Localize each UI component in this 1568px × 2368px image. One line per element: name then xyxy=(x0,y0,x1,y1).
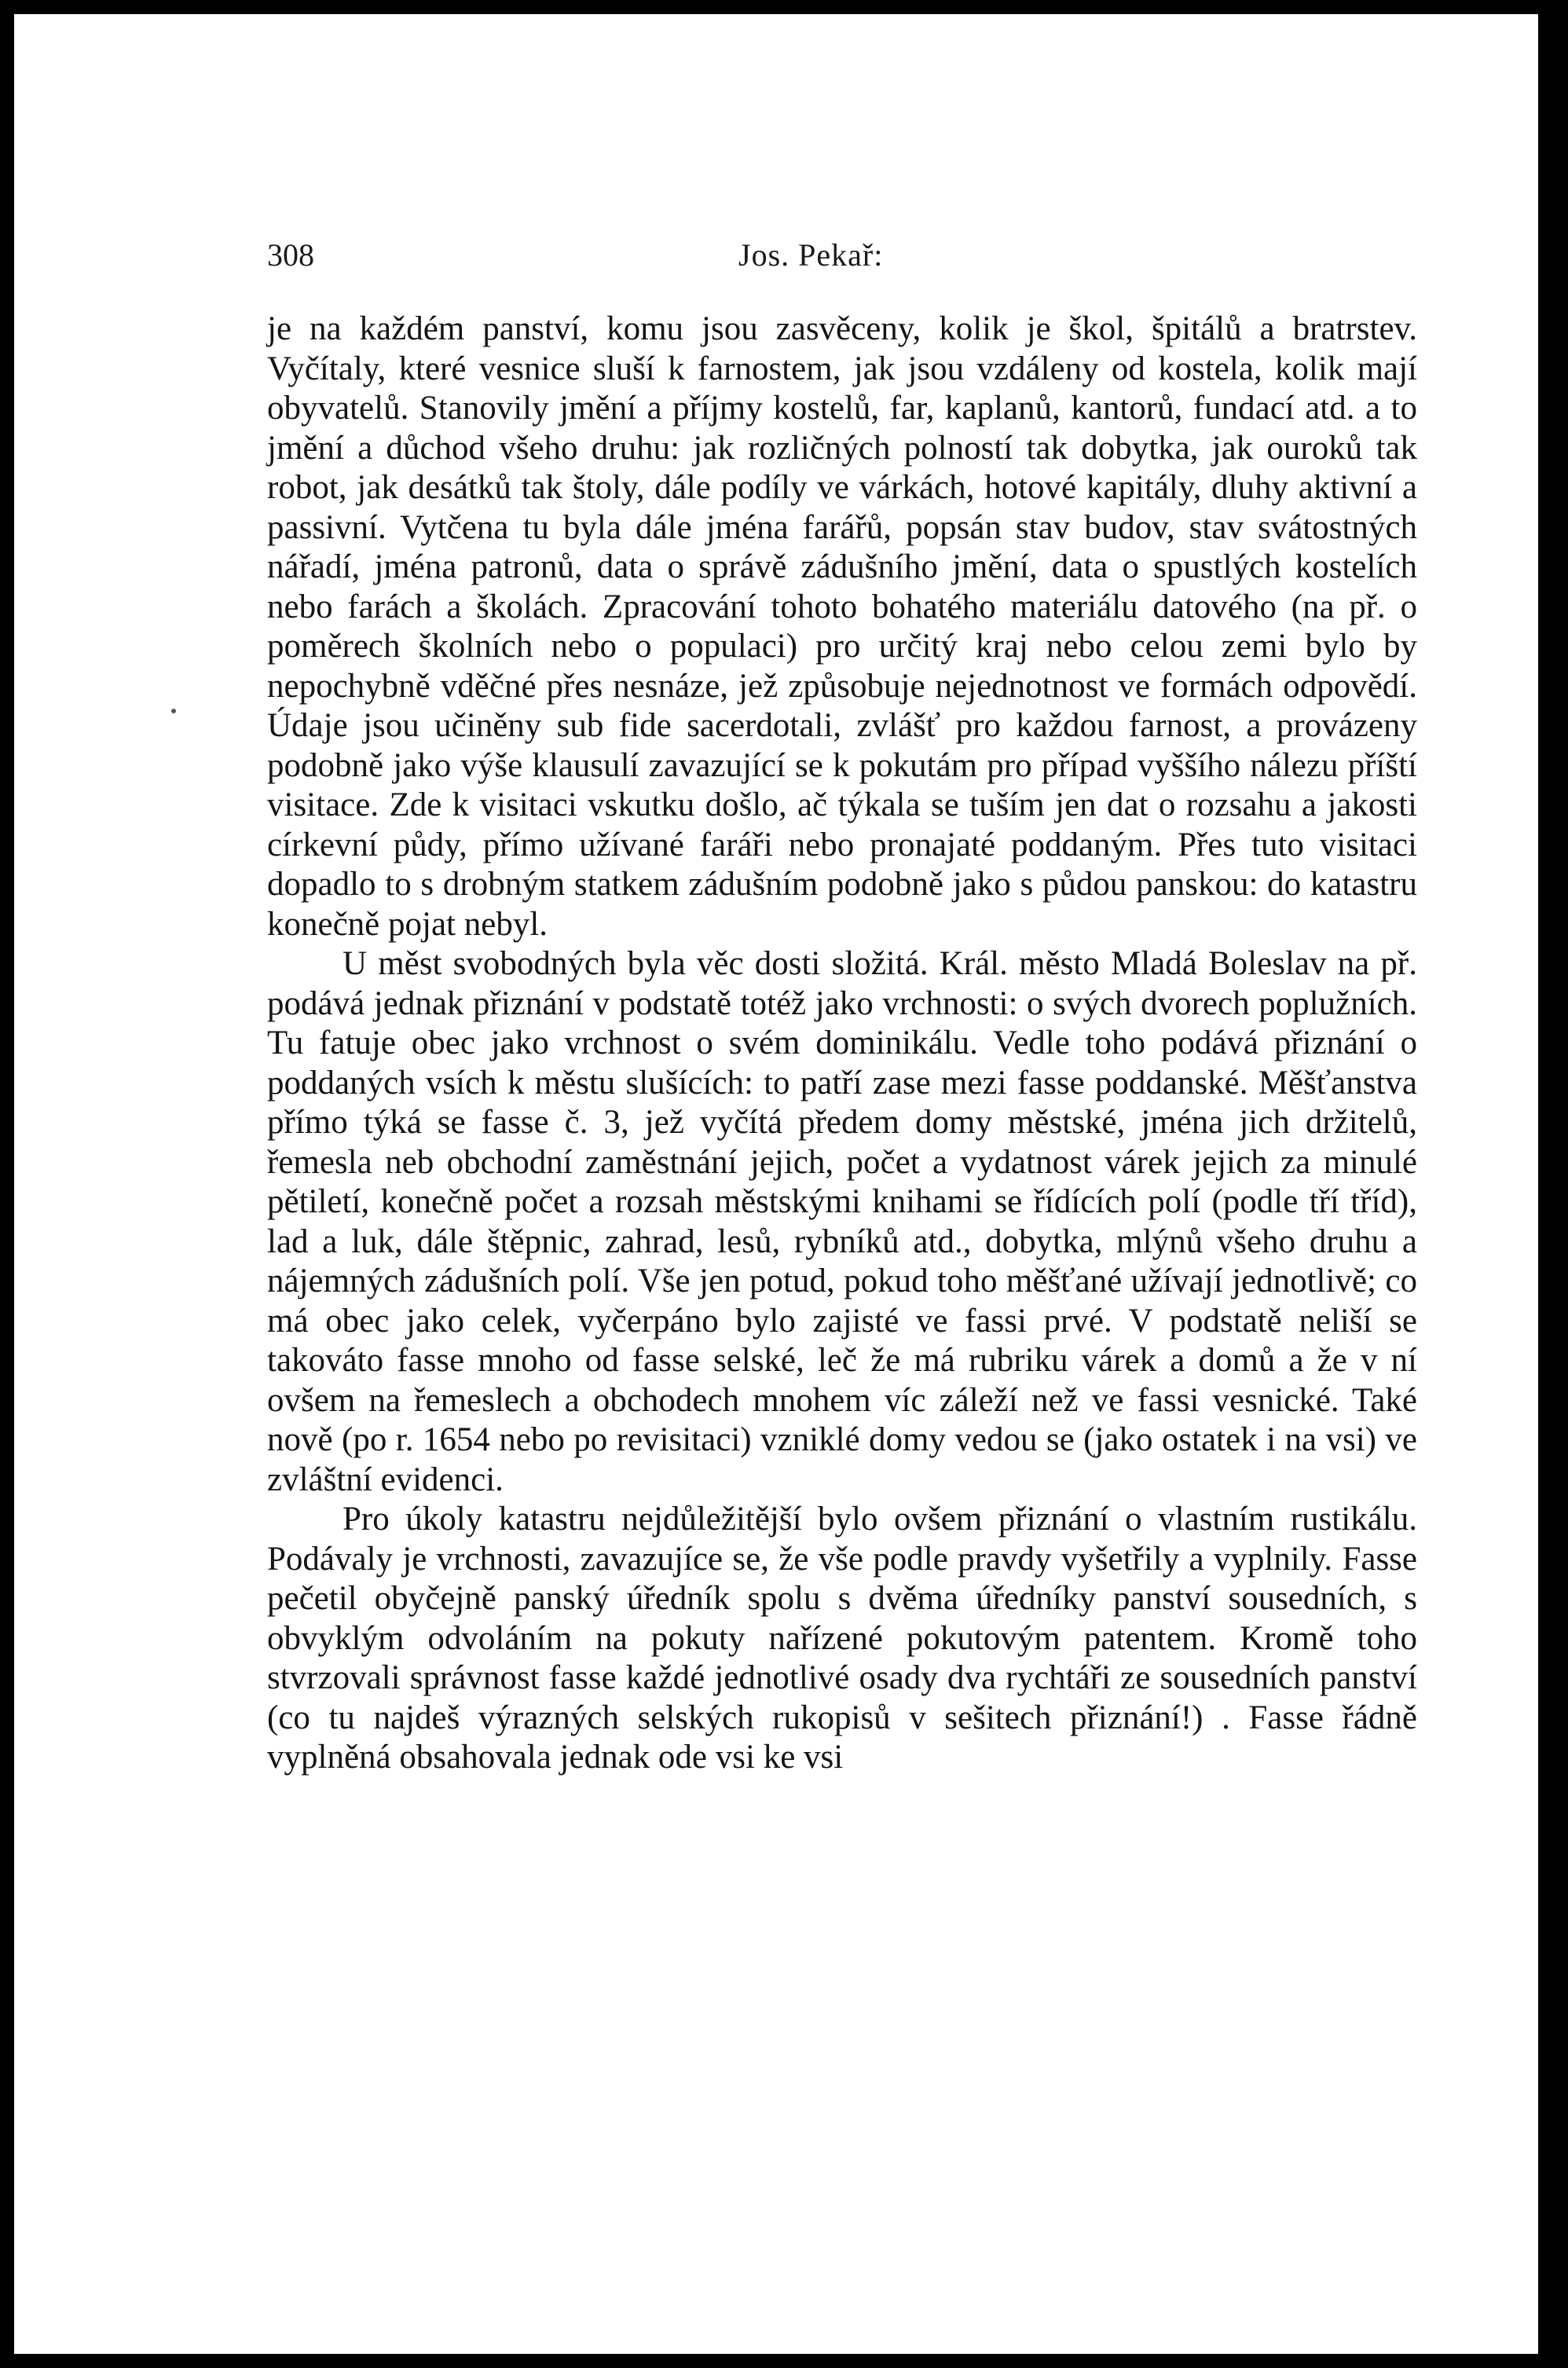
paragraph-free-cities: U měst svobodných byla věc dosti složitá. Král. město Mladá Boleslav na př. podává jednak přiznání v podstatě totéž jako vrchnosti: o svých dvorech poplužních. Tu fatuje obec jako vrchnost o svém dominikálu. Vedle toho podává přiznání o poddaných vsích k městu slušících: to patří zase mezi fasse poddanské. Měšťanstva přímo týká se fasse č. 3, jež vyčítá předem domy městské, jména jich držitelů, řemesla neb obchodní zaměstnání jejich, počet a vydatnost várek jejich za minulé pětiletí, konečně počet a rozsah městskými knihami se řídících polí (podle tří tříd), lad a luk, dále štěpnic, zahrad, lesů, rybníků atd., dobytka, mlýnů všeho druhu a nájemných zádušních polí. Vše jen potud, pokud toho měšťané užívají jednotlivě; co má obec jako celek, vyčerpáno bylo zajisté ve fassi prvé. V podstatě neliší se takováto fasse mnoho od fasse selské, leč že má rubriku várek a domů a že v ní ovšem na řemeslech a obchodech mnohem víc záleží než ve fassi vesnické. Také nově (po r. 1654 nebo po revisitaci) vzniklé domy vedou se (jako ostatek i na vsi) ve zvláštní evidenci. xyxy=(267,945,1417,1498)
paragraph-rustical-confession: Pro úkoly katastru nejdůležitější bylo ovšem přiznání o vlastním rustikálu. Podávaly je vrchnosti, zavazujíce se, že vše podle pravdy vyšetřily a vyplnily. Fasse pečetil obyčejně panský úředník spolu s dvěma úředníky panství sousedních, s obvyklým odvoláním na pokuty nařízené pokutovým patentem. Kromě toho stvrzovali správnost fasse každé jednotlivé osady dva rychtáři ze sousedních panství (co tu najdeš výrazných selských rukopisů v sešitech přiznání!) . Fasse řádně vyplněná obsahovala jednak ode vsi ke vsi xyxy=(267,1501,1417,1776)
running-head-author: Jos. Pekař: xyxy=(738,237,884,273)
book-page xyxy=(14,14,1538,2354)
scan-speck xyxy=(171,709,176,713)
page-number: 308 xyxy=(267,237,314,273)
body-text xyxy=(267,310,1417,1778)
page-header xyxy=(267,236,1417,276)
scan-border xyxy=(1538,0,1568,2368)
paragraph-continued: je na každém panství, komu jsou zasvěceny, kolik je škol, špitálů a bratrstev. Vyčítaly, které vesnice sluší k farnostem, jak jsou vzdáleny od kostela, kolik mají obyvatelů. Stanovily jmění a příjmy kostelů, far, kaplanů, kantorů, fundací atd. a to jmění a důchod všeho druhu: jak rozličných polností tak dobytka, jak ouroků tak robot, jak desátků tak štoly, dále podíly ve várkách, hotové kapitály, dluhy aktivní a passivní. Vytčena tu byla dále jména farářů, popsán stav budov, stav svátostných nářadí, jména patronů, data o správě zádušního jmění, data o spustlých kostelích nebo farách a školách. Zpracování tohoto bohatého materiálu datového (na př. o poměrech školních nebo o populaci) pro určitý kraj nebo celou zemi bylo by nepochybně vděčné přes nesnáze, jež způsobuje nejednotnost ve formách odpovědí. Údaje jsou učiněny sub fide sacerdotali, zvlášť pro každou farnost, a provázeny podobně jako výše klausulí zavazující se k pokutám pro případ vyššího nálezu příští visitace. Zde k visitaci vskutku došlo, ač týkala se tuším jen dat o rozsahu a jakosti církevní půdy, přímo užívané faráři nebo pronajaté poddaným. Přes tuto visitaci dopadlo to s drobným statkem zádušním podobně jako s půdou panskou: do katastru konečně pojat nebyl. xyxy=(267,310,1417,943)
